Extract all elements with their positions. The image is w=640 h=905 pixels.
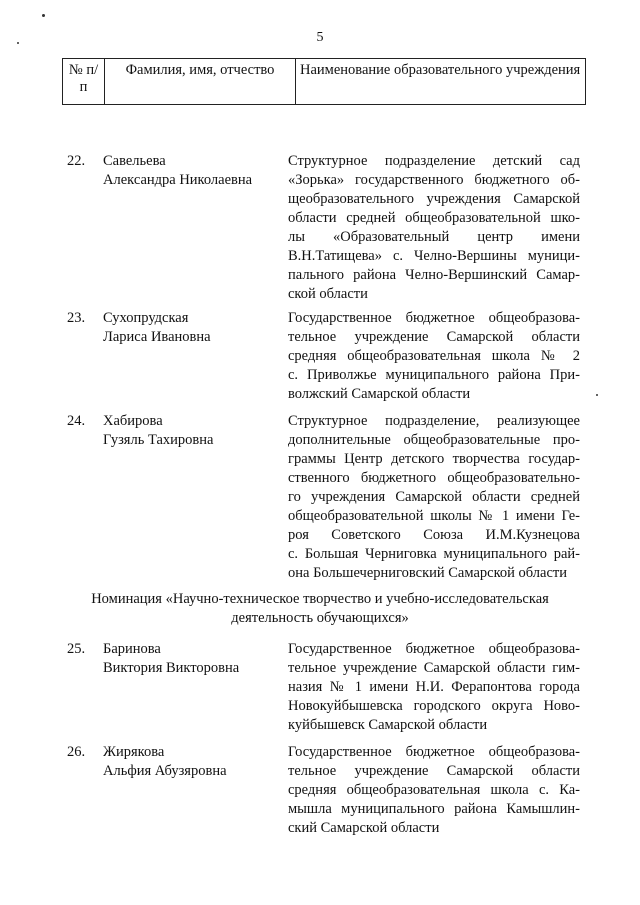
entry-institution: Государственное бюджетное общеобразова- тельное учреждение Самарской области средняя общеобразовательная школа № 2 с. Приволжье муниципального района При- волжский Самарской области bbox=[288, 310, 580, 402]
entry-number: 23. bbox=[67, 310, 86, 326]
nomination-heading: Номинация «Научно-техническое творчество и учебно-исследовательская деятельность обучающихся» bbox=[91, 591, 549, 626]
entry-institution: Структурное подразделение, реализующее дополнительные общеобразовательные про- граммы Центр детского творчества государ- ственного бюджетного общеобразовательно- го учреждения Самарской области средней общеобразовательной школы № 1 имени Ге- роя Советского Союза И.М.Кузнецова с. Большая Черниговка муниципального рай- она Большечерниговский Самарской области bbox=[288, 413, 580, 581]
scan-speck bbox=[596, 394, 598, 396]
entry-number: 26. bbox=[67, 744, 86, 760]
entry-number: 25. bbox=[67, 641, 86, 657]
header-col-number: № п/п bbox=[63, 59, 105, 105]
entry-institution: Структурное подразделение детский сад «Зорька» государственного бюджетного об- щеобразовательного учреждения Самарской области средней общеобразовательной шко- лы «Образовательный центр имени В.Н.Татищева» с. Челно-Вершины муници- пального района Челно-Вершинский Самар- ской области bbox=[288, 153, 580, 302]
entry-name: Жирякова Альфия Абузяровна bbox=[103, 744, 227, 779]
entry-number: 22. bbox=[67, 153, 86, 169]
header-col-name: Фамилия, имя, отчество bbox=[105, 59, 296, 105]
entry-name: Хабирова Гузяль Тахировна bbox=[103, 413, 214, 448]
table-header bbox=[62, 58, 586, 105]
page-number: 5 bbox=[316, 30, 324, 45]
entry-name: Сухопрудская Лариса Ивановна bbox=[103, 310, 211, 345]
entry-institution: Государственное бюджетное общеобразова- тельное учреждение Самарской области гим- назия № 1 имени Н.И. Ферапонтова города Новокуйбышевска городского округа Ново- куйбышевск Самарской области bbox=[288, 641, 580, 733]
entry-number: 24. bbox=[67, 413, 86, 429]
entry-institution: Государственное бюджетное общеобразова- тельное учреждение Самарской области средняя общеобразовательная школа с. Ка- мышла муниципального района Камышлин- ский Самарской области bbox=[288, 744, 580, 836]
entry-name: Баринова Виктория Викторовна bbox=[103, 641, 240, 676]
header-col-institution: Наименование образовательного учреждения bbox=[296, 59, 586, 105]
entry-name: Савельева Александра Николаевна bbox=[103, 153, 253, 188]
scan-speck bbox=[42, 14, 45, 17]
